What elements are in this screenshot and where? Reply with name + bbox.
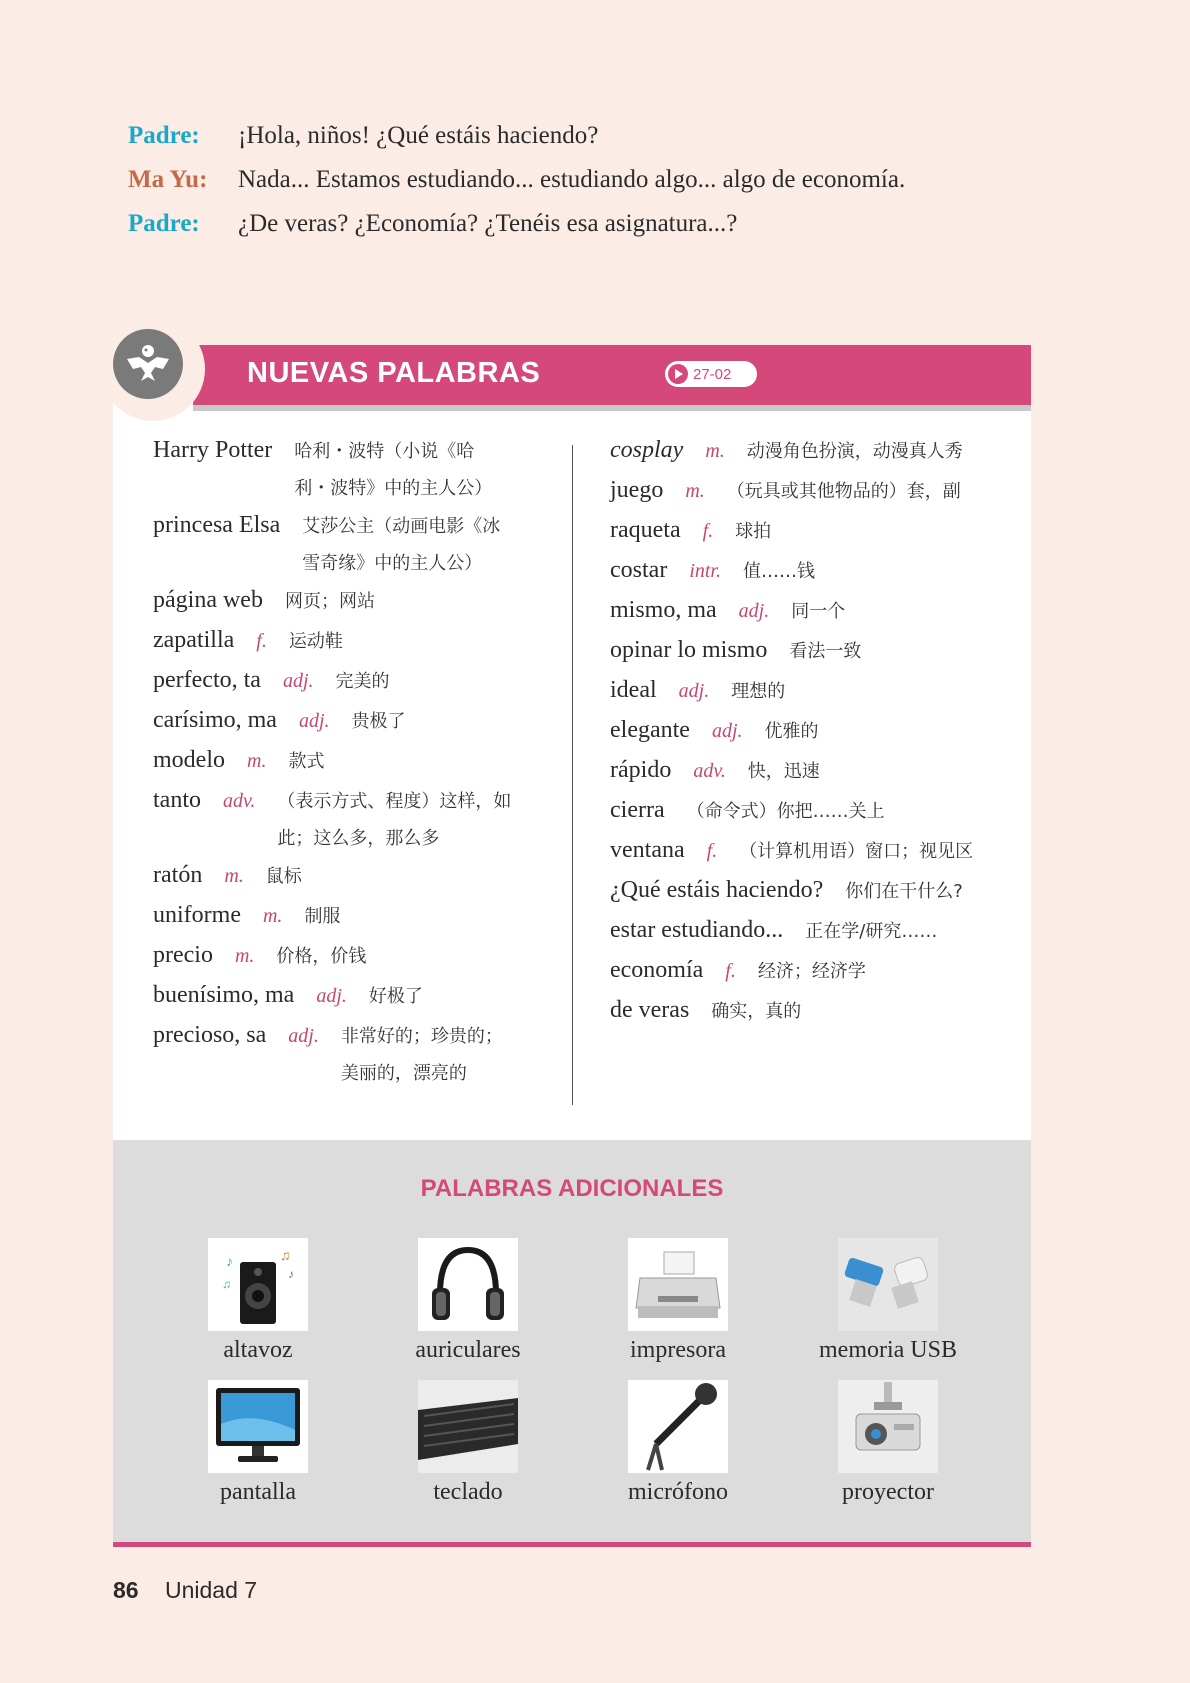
extra-item-label: micrófono bbox=[628, 1479, 728, 1505]
section-banner bbox=[193, 345, 1031, 411]
dialogue-line bbox=[128, 166, 905, 210]
vocab-entry-main bbox=[153, 512, 553, 539]
vocab-entry-main bbox=[610, 717, 1020, 744]
vocab-word: carísimo, ma bbox=[153, 707, 277, 733]
vocab-grammar: m. bbox=[685, 480, 705, 502]
vocab-entry bbox=[153, 982, 553, 1009]
extra-item bbox=[178, 1380, 338, 1506]
dialogue-text: ¿De veras? ¿Economía? ¿Tenéis esa asignatura...? bbox=[238, 210, 738, 237]
vocab-entry-main bbox=[610, 597, 1020, 624]
vocab-translation: 动漫角色扮演，动漫真人秀 bbox=[746, 441, 963, 462]
vocab-entry-main bbox=[153, 942, 553, 969]
extra-item-label: pantalla bbox=[220, 1479, 296, 1505]
vocab-translation: 球拍 bbox=[735, 521, 772, 542]
vocab-translation: 同一个 bbox=[791, 601, 846, 622]
unit-label: Unidad 7 bbox=[164, 1577, 258, 1603]
vocab-grammar: adj. bbox=[678, 680, 710, 702]
vocab-word: zapatilla bbox=[153, 627, 235, 653]
vocab-word: estar estudiando... bbox=[610, 917, 784, 943]
vocab-word: opinar lo mismo bbox=[610, 637, 768, 663]
vocab-entry-main bbox=[153, 982, 553, 1009]
usb-drive-icon bbox=[838, 1238, 938, 1331]
vocab-word: economía bbox=[610, 957, 704, 983]
vocab-entry bbox=[610, 597, 1020, 624]
vocab-entry-main bbox=[153, 627, 553, 654]
vocab-grammar: m. bbox=[247, 750, 267, 772]
vocab-entry bbox=[610, 997, 1020, 1024]
vocab-word: uniforme bbox=[153, 902, 241, 928]
vocab-entry bbox=[610, 957, 1020, 984]
vocab-grammar: m. bbox=[705, 440, 725, 462]
vocab-grammar: f. bbox=[702, 520, 714, 542]
vocab-word: modelo bbox=[153, 747, 225, 773]
vocab-translation: 理想的 bbox=[731, 681, 786, 702]
vocab-word: tanto bbox=[153, 787, 201, 813]
monitor-icon bbox=[208, 1380, 308, 1473]
vocab-word: cierra bbox=[610, 797, 665, 823]
keyboard-icon bbox=[418, 1380, 518, 1473]
vocab-entry-main bbox=[610, 517, 1020, 544]
vocab-translation: 贵极了 bbox=[351, 711, 406, 732]
svg-text:♪: ♪ bbox=[226, 1255, 233, 1270]
vocab-entry-main bbox=[610, 957, 1020, 984]
svg-text:♫: ♫ bbox=[280, 1249, 291, 1264]
vocab-entry bbox=[610, 437, 1020, 464]
vocab-word: Harry Potter bbox=[153, 437, 273, 463]
vocab-entry bbox=[610, 797, 1020, 824]
vocab-translation: 经济；经济学 bbox=[757, 961, 866, 982]
vocab-translation-continued: 利・波特》中的主人公） bbox=[294, 478, 493, 499]
vocab-translation: （命令式）你把……关上 bbox=[686, 801, 885, 822]
vocab-grammar: adj. bbox=[738, 600, 770, 622]
page-number: 86 bbox=[113, 1577, 139, 1603]
vocab-entry bbox=[153, 437, 553, 499]
vocab-entry bbox=[153, 787, 553, 849]
speaker-ma-yu: Ma Yu: bbox=[128, 166, 208, 193]
vocab-entry-main bbox=[153, 747, 553, 774]
vocab-word: raqueta bbox=[610, 517, 681, 543]
vocab-entry bbox=[610, 517, 1020, 544]
vocab-grammar: adj. bbox=[316, 985, 347, 1007]
vocab-list-left bbox=[153, 437, 553, 1097]
vocab-translation: 哈利・波特（小说《哈 bbox=[294, 441, 475, 462]
extra-item-label: altavoz bbox=[223, 1337, 293, 1363]
vocab-entry bbox=[610, 917, 1020, 944]
vocab-entry bbox=[610, 717, 1020, 744]
vocab-word: costar bbox=[610, 557, 668, 583]
column-divider bbox=[572, 445, 573, 1105]
extra-item bbox=[388, 1238, 548, 1364]
vocab-grammar: adv. bbox=[223, 790, 256, 812]
vocab-translation: 完美的 bbox=[335, 671, 390, 692]
vocab-translation: 看法一致 bbox=[789, 641, 862, 662]
dialogue-text: ¡Hola, niños! ¿Qué estáis haciendo? bbox=[238, 122, 599, 149]
projector-icon bbox=[838, 1380, 938, 1473]
printer-icon bbox=[628, 1238, 728, 1331]
vocab-word: perfecto, ta bbox=[153, 667, 261, 693]
vocab-word: ¿Qué estáis haciendo? bbox=[610, 877, 824, 903]
dialogue-line bbox=[128, 210, 905, 254]
vocab-entry-main bbox=[610, 757, 1020, 784]
page-footer bbox=[113, 1577, 257, 1604]
vocab-word: rápido bbox=[610, 757, 672, 783]
vocab-word: juego bbox=[610, 477, 664, 503]
vocab-grammar: f. bbox=[256, 630, 267, 652]
vocab-entry bbox=[153, 627, 553, 654]
vocab-grammar: adj. bbox=[298, 710, 330, 732]
vocab-translation: 优雅的 bbox=[764, 721, 819, 742]
speaker-padre: Padre: bbox=[128, 210, 200, 237]
vocab-word: ratón bbox=[153, 862, 203, 888]
vocab-word: página web bbox=[153, 587, 263, 613]
extra-item-label: teclado bbox=[433, 1479, 503, 1505]
vocab-translation: 鼠标 bbox=[265, 866, 302, 887]
vocab-word: ventana bbox=[610, 837, 685, 863]
vocab-entry-main bbox=[610, 677, 1020, 704]
vocab-entry-main bbox=[610, 917, 1020, 944]
svg-text:♪: ♪ bbox=[288, 1267, 294, 1281]
speaker-padre: Padre: bbox=[128, 122, 200, 149]
vocab-entry-main bbox=[610, 637, 1020, 664]
vocab-translation: 你们在干什么? bbox=[845, 881, 963, 902]
extra-item-label: proyector bbox=[842, 1479, 934, 1505]
vocab-translation: 值……钱 bbox=[743, 561, 815, 582]
vocab-entry-main bbox=[610, 877, 1020, 904]
vocab-translation: 价格，价钱 bbox=[276, 946, 367, 967]
vocab-translation: 确实，真的 bbox=[711, 1001, 802, 1022]
vocab-translation: （玩具或其他物品的）套，副 bbox=[726, 481, 961, 502]
speaker-icon bbox=[208, 1238, 308, 1331]
vocab-word: precio bbox=[153, 942, 213, 968]
vocab-grammar: m. bbox=[234, 945, 255, 967]
microphone-icon bbox=[628, 1380, 728, 1473]
vocab-translation: 网页；网站 bbox=[284, 591, 375, 612]
vocab-entry bbox=[610, 637, 1020, 664]
extra-item bbox=[178, 1238, 338, 1364]
vocab-entry bbox=[610, 677, 1020, 704]
vocab-grammar: f. bbox=[725, 960, 736, 982]
vocab-word: buenísimo, ma bbox=[153, 982, 295, 1008]
extra-item bbox=[808, 1380, 968, 1506]
extra-item bbox=[388, 1380, 548, 1506]
vocab-translation-continued: 雪奇缘》中的主人公） bbox=[302, 553, 483, 574]
vocab-entry bbox=[610, 757, 1020, 784]
vocab-entry bbox=[153, 587, 553, 614]
vocab-grammar: m. bbox=[224, 865, 244, 887]
vocab-entry bbox=[153, 667, 553, 694]
vocab-entry bbox=[153, 942, 553, 969]
vocab-translation: 正在学/研究…… bbox=[805, 921, 938, 942]
vocab-grammar: m. bbox=[262, 905, 283, 927]
vocab-entry-main bbox=[153, 707, 553, 734]
dialogue-text: Nada... Estamos estudiando... estudiando algo... algo de economía. bbox=[238, 166, 906, 193]
vocab-entry-main bbox=[153, 787, 553, 814]
vocab-grammar: f. bbox=[706, 840, 718, 862]
vocab-entry-main bbox=[153, 667, 553, 694]
vocab-entry-main bbox=[153, 437, 553, 464]
extra-item-label: impresora bbox=[630, 1337, 726, 1363]
vocab-translation: 非常好的；珍贵的； bbox=[340, 1026, 503, 1047]
extra-item bbox=[598, 1380, 758, 1506]
vocab-grammar: adj. bbox=[288, 1025, 319, 1047]
extra-item-label: memoria USB bbox=[819, 1337, 957, 1363]
vocab-word: ideal bbox=[610, 677, 657, 703]
vocab-entry-main bbox=[153, 902, 553, 929]
vocab-entry-main bbox=[153, 862, 553, 889]
vocab-entry bbox=[153, 747, 553, 774]
extra-item bbox=[808, 1238, 968, 1364]
vocab-entry bbox=[153, 707, 553, 734]
headphones-icon bbox=[418, 1238, 518, 1331]
vocab-translation: 艾莎公主（动画电影《冰 bbox=[302, 516, 501, 537]
vocab-translation: 制服 bbox=[304, 906, 341, 927]
vocab-entry-main bbox=[610, 837, 1020, 864]
svg-text:♫: ♫ bbox=[222, 1277, 231, 1291]
vocab-entry-main bbox=[610, 557, 1020, 584]
vocab-translation: 运动鞋 bbox=[288, 631, 343, 652]
vocab-word: cosplay bbox=[610, 437, 684, 463]
vocab-grammar: adj. bbox=[711, 720, 743, 742]
vocab-entry-main bbox=[610, 997, 1020, 1024]
extra-item-label: auriculares bbox=[415, 1337, 521, 1363]
vocab-translation: 款式 bbox=[288, 751, 325, 772]
extra-item bbox=[598, 1238, 758, 1364]
vocab-entry-main bbox=[610, 797, 1020, 824]
vocab-list-right bbox=[610, 437, 1020, 1037]
bird-emblem-icon bbox=[113, 329, 183, 399]
vocab-translation: （表示方式、程度）这样，如 bbox=[277, 791, 512, 812]
vocab-entry bbox=[153, 1022, 553, 1084]
dialogue-line bbox=[128, 122, 905, 166]
vocab-grammar: intr. bbox=[689, 560, 721, 582]
vocab-entry-main bbox=[610, 437, 1020, 464]
vocab-translation: （计算机用语）窗口；视见区 bbox=[739, 841, 974, 862]
vocab-entry bbox=[610, 477, 1020, 504]
vocab-entry bbox=[153, 902, 553, 929]
vocab-word: de veras bbox=[610, 997, 690, 1023]
audio-track-code: 27-02 bbox=[693, 365, 732, 383]
vocab-word: elegante bbox=[610, 717, 690, 743]
section-title: NUEVAS PALABRAS bbox=[247, 357, 541, 389]
vocab-entry bbox=[610, 837, 1020, 864]
vocab-grammar: adv. bbox=[693, 760, 726, 782]
vocab-entry-main bbox=[153, 587, 553, 614]
vocab-translation: 快，迅速 bbox=[747, 761, 820, 782]
vocab-word: mismo, ma bbox=[610, 597, 717, 623]
vocab-word: precioso, sa bbox=[153, 1022, 267, 1048]
vocab-grammar: adj. bbox=[282, 670, 314, 692]
audio-track-button[interactable] bbox=[665, 361, 757, 387]
vocab-entry-main bbox=[610, 477, 1020, 504]
vocab-translation-continued: 美丽的，漂亮的 bbox=[340, 1063, 467, 1084]
additional-words-title: PALABRAS ADICIONALES bbox=[420, 1175, 724, 1202]
vocab-word: princesa Elsa bbox=[153, 512, 281, 538]
vocabulary-card bbox=[113, 345, 1031, 1547]
vocab-entry bbox=[610, 877, 1020, 904]
play-icon bbox=[668, 364, 688, 384]
additional-words-panel bbox=[113, 1140, 1031, 1547]
vocab-translation-continued: 此；这么多，那么多 bbox=[277, 828, 440, 849]
vocab-entry bbox=[153, 512, 553, 574]
vocab-entry-main bbox=[153, 1022, 553, 1049]
vocab-entry bbox=[610, 557, 1020, 584]
vocab-translation: 好极了 bbox=[368, 986, 423, 1007]
vocab-entry bbox=[153, 862, 553, 889]
dialogue bbox=[128, 122, 905, 254]
